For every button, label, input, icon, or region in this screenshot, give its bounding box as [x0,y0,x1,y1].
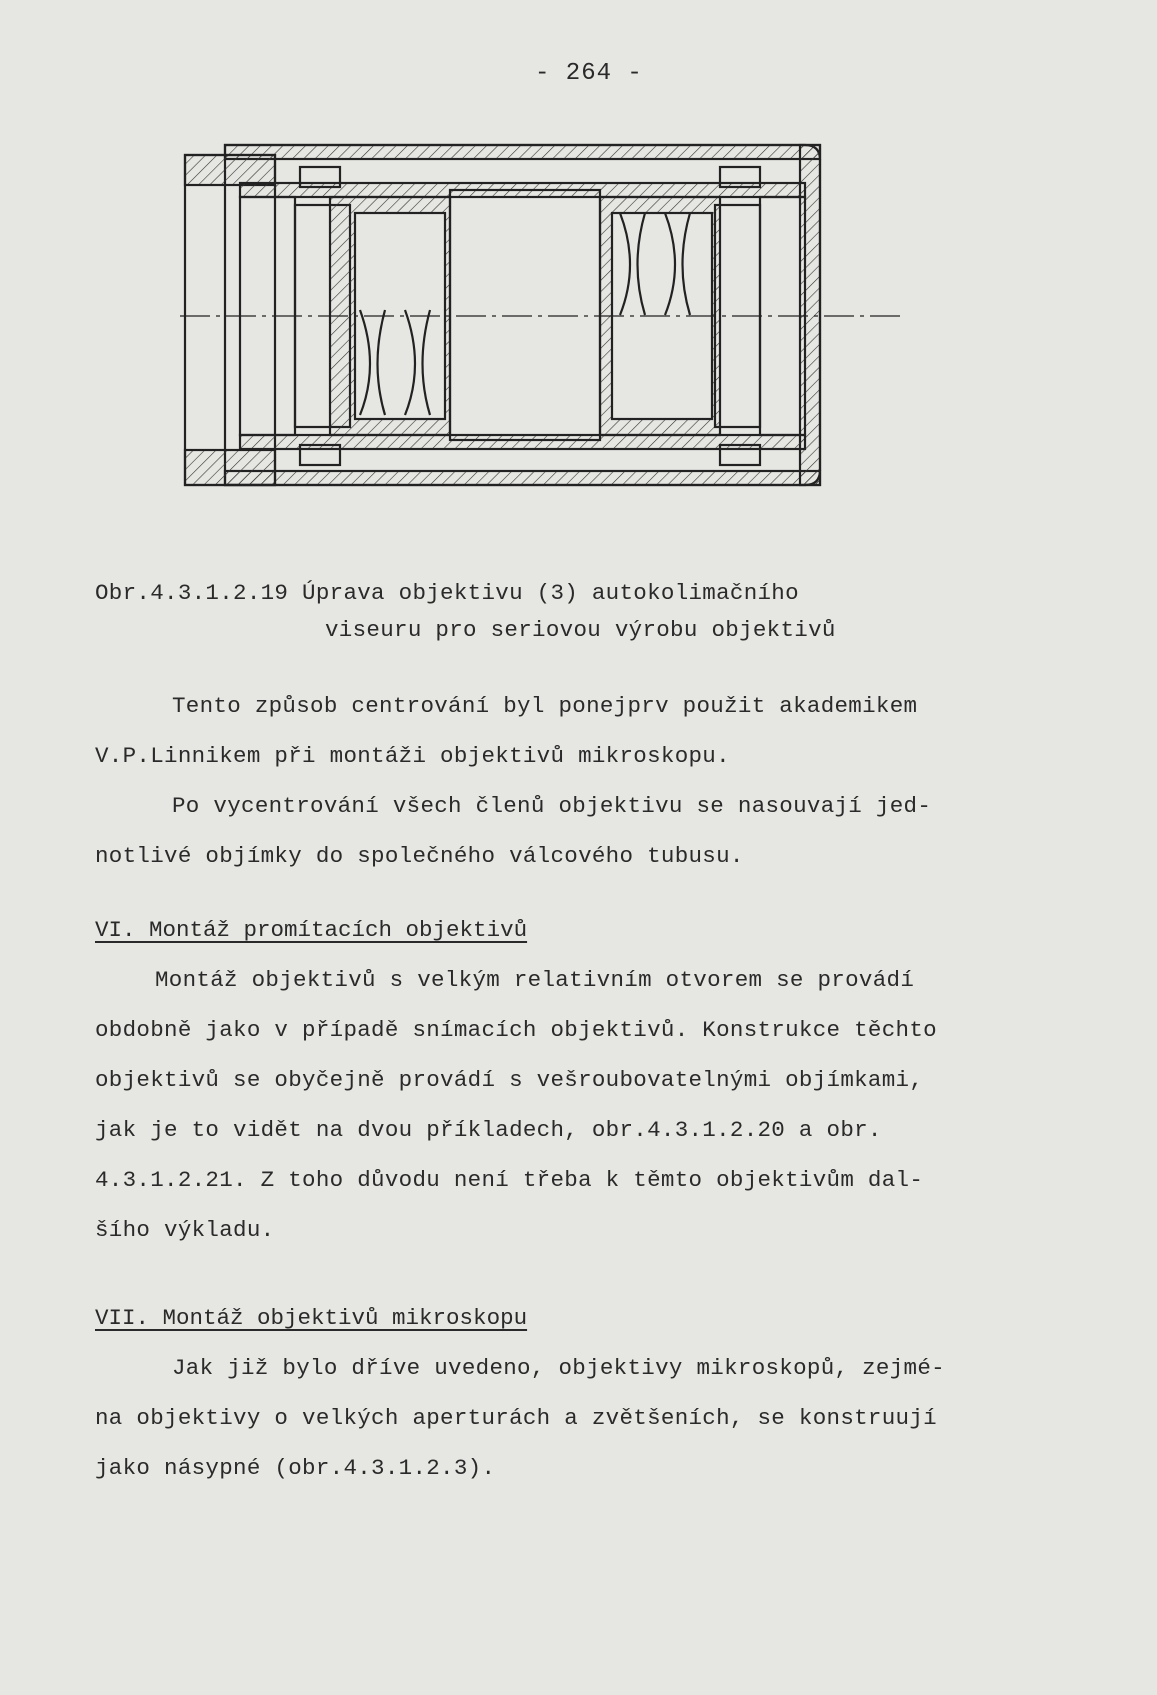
lens-assembly-drawing [180,135,900,535]
section7-line2: na objektivy o velkých aperturách a zvětšeních, se konstruují [95,1405,937,1431]
figure-caption-line2: viseuru pro seriovou výrobu objektivů [325,617,836,643]
section6-line5: 4.3.1.2.21. Z toho důvodu není třeba k těmto objektivům dal- [95,1167,924,1193]
section7-line3: jako násypné (obr.4.3.1.2.3). [95,1455,496,1481]
paragraph1-line2: V.P.Linnikem při montáži objektivů mikroskopu. [95,743,730,769]
section7-line1: Jak již bylo dříve uvedeno, objektivy mikroskopů, zejmé- [172,1355,945,1381]
figure-caption-line1: Obr.4.3.1.2.19 Úprava objektivu (3) autokolimačního [95,580,799,606]
paragraph1-line1: Tento způsob centrování byl ponejprv použit akademikem [172,693,918,719]
section6-line1: Montáž objektivů s velkým relativním otvorem se provádí [155,967,915,993]
paragraph2-line1: Po vycentrování všech členů objektivu se nasouvají jed- [172,793,932,819]
section6-heading: VI. Montáž promítacích objektivů [95,917,528,943]
section6-line6: šího výkladu. [95,1217,275,1243]
section6-line2: obdobně jako v případě snímacích objektivů. Konstrukce těchto [95,1017,937,1043]
section7-heading: VII. Montáž objektivů mikroskopu [95,1305,528,1331]
section6-line4: jak je to vidět na dvou příkladech, obr.4.3.1.2.20 a obr. [95,1117,882,1143]
paragraph2-line2: notlivé objímky do společného válcového tubusu. [95,843,744,869]
page-number: - 264 - [535,60,643,87]
section6-line3: objektivů se obyčejně provádí s vešroubovatelnými objímkami, [95,1067,924,1093]
